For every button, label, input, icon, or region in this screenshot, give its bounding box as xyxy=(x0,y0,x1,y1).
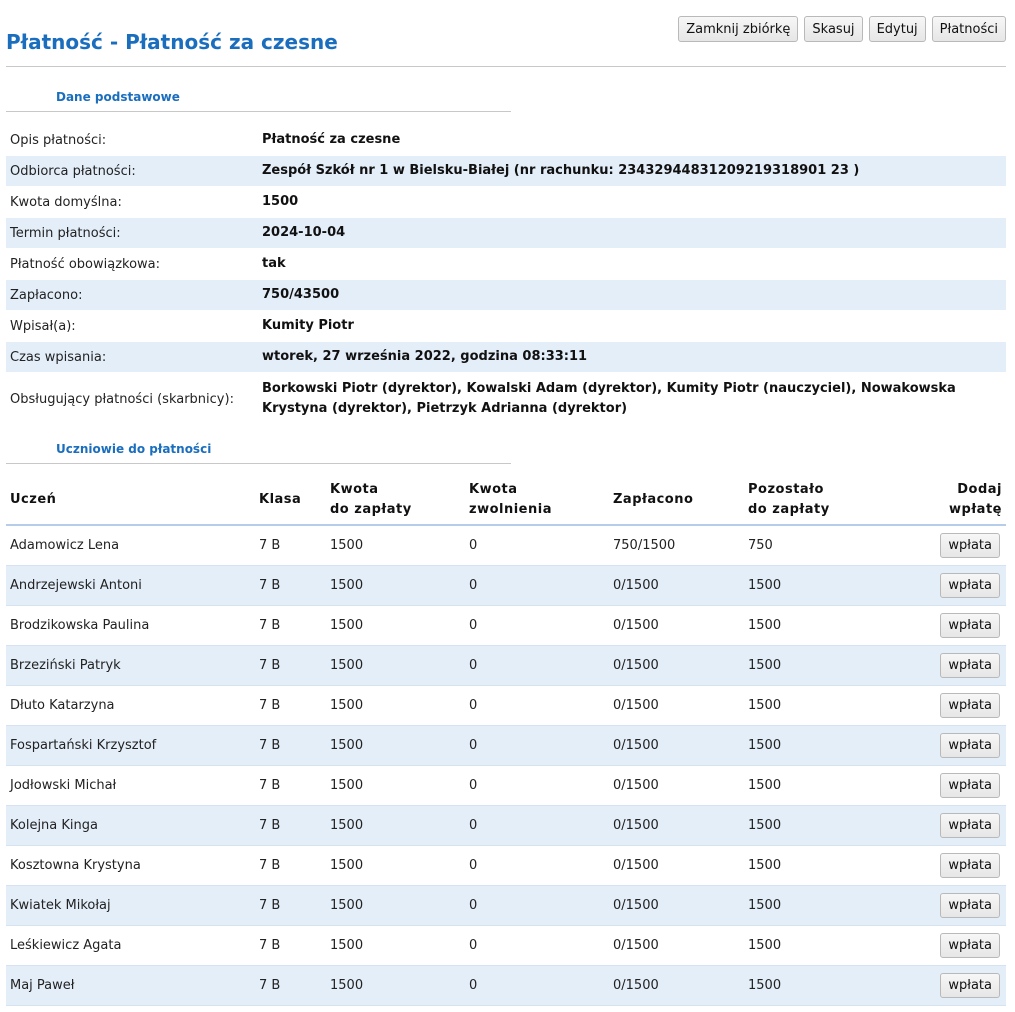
info-value: Borkowski Piotr (dyrektor), Kowalski Adam (dyrektor), Kumity Piotr (nauczyciel), Nowakowska Krystyna (dyrektor), Pietrzyk Adrianna (dyrektor) xyxy=(258,373,1006,426)
info-label: Odbiorca płatności: xyxy=(6,156,258,187)
remaining-amount: 1500 xyxy=(744,806,882,846)
amount-due: 1500 xyxy=(326,806,465,846)
exempt-amount: 0 xyxy=(465,566,609,606)
add-payment-cell xyxy=(882,686,1006,726)
paid-amount: 0/1500 xyxy=(609,726,744,766)
student-class: 7 B xyxy=(255,606,326,646)
student-class: 7 B xyxy=(255,926,326,966)
add-payment-button[interactable]: wpłata xyxy=(940,853,1000,878)
student-name: Kolejna Kinga xyxy=(6,806,255,846)
add-payment-cell xyxy=(882,726,1006,766)
remaining-amount: 1500 xyxy=(744,766,882,806)
student-name: Brzeziński Patryk xyxy=(6,646,255,686)
table-row xyxy=(6,846,1006,886)
info-value: Kumity Piotr xyxy=(258,311,1006,342)
add-payment-cell xyxy=(882,525,1006,566)
exempt-amount: 0 xyxy=(465,766,609,806)
payments-button[interactable]: Płatności xyxy=(932,16,1006,42)
student-class: 7 B xyxy=(255,686,326,726)
exempt-amount: 0 xyxy=(465,886,609,926)
amount-due: 1500 xyxy=(326,766,465,806)
add-payment-cell xyxy=(882,966,1006,1006)
column-header-class: Klasa xyxy=(255,476,326,525)
table-row xyxy=(6,646,1006,686)
amount-due: 1500 xyxy=(326,926,465,966)
add-payment-cell xyxy=(882,566,1006,606)
amount-due: 1500 xyxy=(326,606,465,646)
column-header-add-payment: Dodaj wpłatę xyxy=(882,476,1006,525)
amount-due: 1500 xyxy=(326,646,465,686)
add-payment-button[interactable]: wpłata xyxy=(940,773,1000,798)
student-name: Fospartański Krzysztof xyxy=(6,726,255,766)
info-value: 750/43500 xyxy=(258,280,1006,311)
close-collection-button[interactable]: Zamknij zbiórkę xyxy=(678,16,798,42)
amount-due: 1500 xyxy=(326,966,465,1006)
table-row xyxy=(6,606,1006,646)
exempt-amount: 0 xyxy=(465,646,609,686)
student-class: 7 B xyxy=(255,566,326,606)
basic-info-table xyxy=(6,125,1006,426)
paid-amount: 0/1500 xyxy=(609,806,744,846)
add-payment-cell xyxy=(882,886,1006,926)
student-name: Kwiatek Mikołaj xyxy=(6,886,255,926)
page-title: Płatność - Płatność za czesne xyxy=(6,30,338,54)
remaining-amount: 1500 xyxy=(744,726,882,766)
add-payment-button[interactable]: wpłata xyxy=(940,573,1000,598)
student-class: 7 B xyxy=(255,846,326,886)
students-table xyxy=(6,476,1006,1006)
exempt-amount: 0 xyxy=(465,926,609,966)
info-value: tak xyxy=(258,249,1006,280)
info-value: wtorek, 27 września 2022, godzina 08:33:11 xyxy=(258,342,1006,373)
info-value: Płatność za czesne xyxy=(258,125,1006,156)
remaining-amount: 1500 xyxy=(744,606,882,646)
info-row xyxy=(6,280,1006,311)
amount-due: 1500 xyxy=(326,886,465,926)
student-name: Adamowicz Lena xyxy=(6,525,255,566)
remaining-amount: 1500 xyxy=(744,686,882,726)
student-class: 7 B xyxy=(255,886,326,926)
add-payment-button[interactable]: wpłata xyxy=(940,933,1000,958)
column-header-amount: Kwota do zapłaty xyxy=(326,476,465,525)
remaining-amount: 1500 xyxy=(744,566,882,606)
remaining-amount: 1500 xyxy=(744,966,882,1006)
paid-amount: 0/1500 xyxy=(609,926,744,966)
info-label: Kwota domyślna: xyxy=(6,187,258,218)
delete-button[interactable]: Skasuj xyxy=(804,16,862,42)
paid-amount: 0/1500 xyxy=(609,886,744,926)
table-row xyxy=(6,806,1006,846)
paid-amount: 0/1500 xyxy=(609,646,744,686)
paid-amount: 750/1500 xyxy=(609,525,744,566)
add-payment-button[interactable]: wpłata xyxy=(940,733,1000,758)
add-payment-button[interactable]: wpłata xyxy=(940,613,1000,638)
section-heading-students: Uczniowie do płatności xyxy=(6,441,511,464)
table-row xyxy=(6,886,1006,926)
student-class: 7 B xyxy=(255,766,326,806)
table-row xyxy=(6,566,1006,606)
title-divider xyxy=(6,66,1006,67)
amount-due: 1500 xyxy=(326,525,465,566)
add-payment-button[interactable]: wpłata xyxy=(940,653,1000,678)
amount-due: 1500 xyxy=(326,686,465,726)
info-value: 2024-10-04 xyxy=(258,218,1006,249)
paid-amount: 0/1500 xyxy=(609,846,744,886)
remaining-amount: 1500 xyxy=(744,886,882,926)
student-class: 7 B xyxy=(255,966,326,1006)
amount-due: 1500 xyxy=(326,726,465,766)
add-payment-button[interactable]: wpłata xyxy=(940,893,1000,918)
add-payment-cell xyxy=(882,846,1006,886)
column-header-remaining: Pozostało do zapłaty xyxy=(744,476,882,525)
amount-due: 1500 xyxy=(326,846,465,886)
paid-amount: 0/1500 xyxy=(609,606,744,646)
add-payment-cell xyxy=(882,926,1006,966)
info-row xyxy=(6,218,1006,249)
info-row xyxy=(6,342,1006,373)
info-row xyxy=(6,187,1006,218)
student-name: Jodłowski Michał xyxy=(6,766,255,806)
table-row xyxy=(6,926,1006,966)
info-label: Zapłacono: xyxy=(6,280,258,311)
exempt-amount: 0 xyxy=(465,806,609,846)
add-payment-cell xyxy=(882,766,1006,806)
remaining-amount: 1500 xyxy=(744,926,882,966)
section-heading-basic: Dane podstawowe xyxy=(6,89,511,112)
paid-amount: 0/1500 xyxy=(609,766,744,806)
add-payment-button[interactable]: wpłata xyxy=(940,693,1000,718)
column-header-student: Uczeń xyxy=(6,476,255,525)
info-label: Opis płatności: xyxy=(6,125,258,156)
table-row xyxy=(6,766,1006,806)
student-name: Maj Paweł xyxy=(6,966,255,1006)
exempt-amount: 0 xyxy=(465,846,609,886)
info-row xyxy=(6,125,1006,156)
remaining-amount: 750 xyxy=(744,525,882,566)
column-header-exempt: Kwota zwolnienia xyxy=(465,476,609,525)
exempt-amount: 0 xyxy=(465,726,609,766)
student-name: Kosztowna Krystyna xyxy=(6,846,255,886)
exempt-amount: 0 xyxy=(465,966,609,1006)
add-payment-button[interactable]: wpłata xyxy=(940,973,1000,998)
table-row xyxy=(6,966,1006,1006)
student-class: 7 B xyxy=(255,806,326,846)
info-row xyxy=(6,156,1006,187)
exempt-amount: 0 xyxy=(465,686,609,726)
column-header-paid: Zapłacono xyxy=(609,476,744,525)
paid-amount: 0/1500 xyxy=(609,686,744,726)
table-row xyxy=(6,525,1006,566)
amount-due: 1500 xyxy=(326,566,465,606)
student-name: Brodzikowska Paulina xyxy=(6,606,255,646)
info-value: 1500 xyxy=(258,187,1006,218)
add-payment-button[interactable]: wpłata xyxy=(940,533,1000,558)
paid-amount: 0/1500 xyxy=(609,566,744,606)
student-name: Dłuto Katarzyna xyxy=(6,686,255,726)
paid-amount: 0/1500 xyxy=(609,966,744,1006)
add-payment-cell xyxy=(882,806,1006,846)
info-label: Wpisał(a): xyxy=(6,311,258,342)
info-row xyxy=(6,373,1006,426)
add-payment-cell xyxy=(882,646,1006,686)
student-name: Andrzejewski Antoni xyxy=(6,566,255,606)
table-header-row xyxy=(6,476,1006,525)
exempt-amount: 0 xyxy=(465,525,609,566)
info-label: Obsługujący płatności (skarbnicy): xyxy=(6,373,258,426)
remaining-amount: 1500 xyxy=(744,846,882,886)
info-row xyxy=(6,311,1006,342)
table-row xyxy=(6,726,1006,766)
table-row xyxy=(6,686,1006,726)
add-payment-cell xyxy=(882,606,1006,646)
student-class: 7 B xyxy=(255,525,326,566)
remaining-amount: 1500 xyxy=(744,646,882,686)
student-class: 7 B xyxy=(255,646,326,686)
edit-button[interactable]: Edytuj xyxy=(869,16,926,42)
info-label: Termin płatności: xyxy=(6,218,258,249)
info-label: Czas wpisania: xyxy=(6,342,258,373)
exempt-amount: 0 xyxy=(465,606,609,646)
toolbar xyxy=(678,16,1006,42)
student-class: 7 B xyxy=(255,726,326,766)
info-label: Płatność obowiązkowa: xyxy=(6,249,258,280)
add-payment-button[interactable]: wpłata xyxy=(940,813,1000,838)
info-value: Zespół Szkół nr 1 w Bielsku-Białej (nr rachunku: 23432944831209219318901 23 ) xyxy=(258,156,1006,187)
info-row xyxy=(6,249,1006,280)
student-name: Leśkiewicz Agata xyxy=(6,926,255,966)
